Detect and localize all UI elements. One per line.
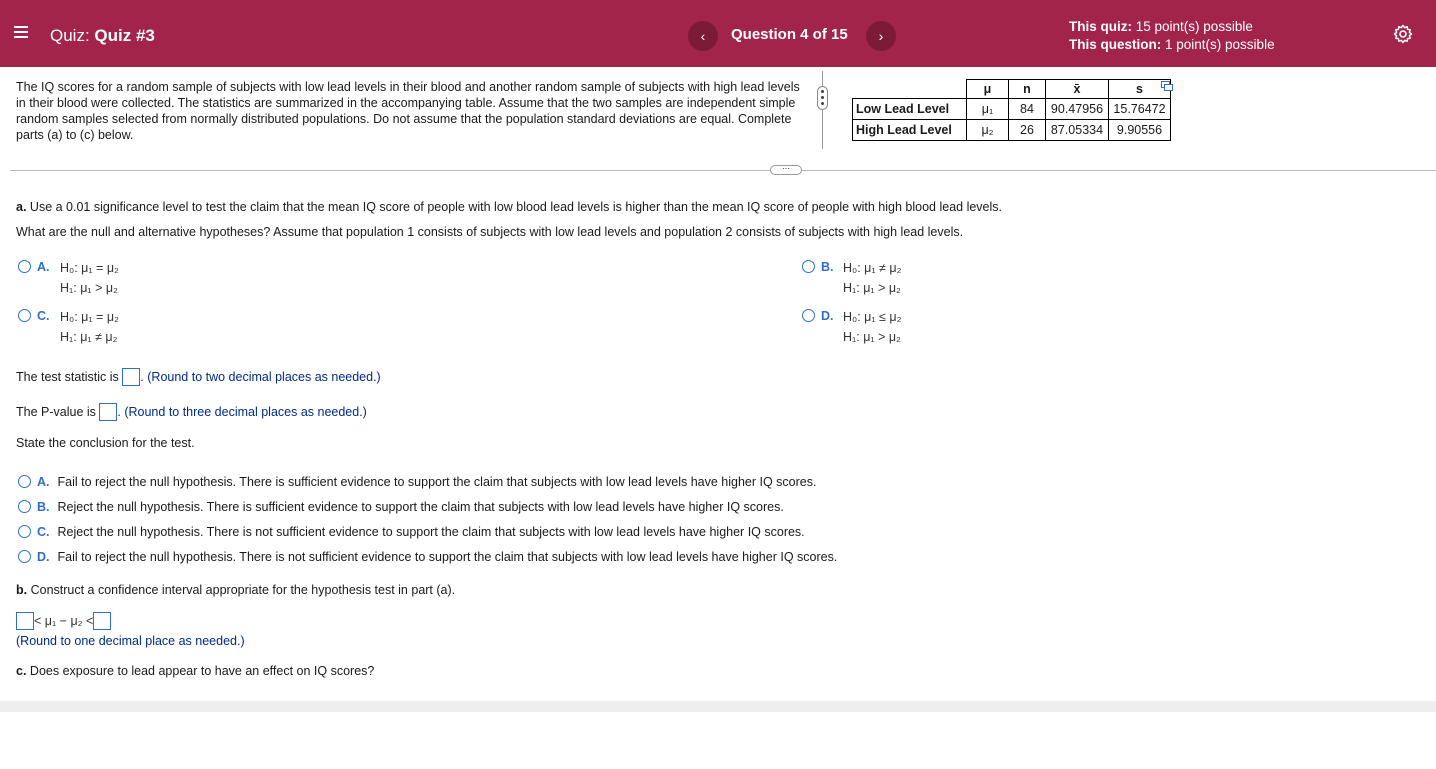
conclusion-text: Fail to reject the null hypothesis. There is not sufficient evidence to support the claim that subjects with low lead levels have higher IQ scores. xyxy=(57,550,838,564)
gear-icon[interactable] xyxy=(1393,24,1413,44)
horizontal-divider xyxy=(10,170,1436,171)
previous-question-button[interactable] xyxy=(688,21,718,51)
ci-upper-input[interactable] xyxy=(93,612,111,630)
next-question-button[interactable] xyxy=(866,21,896,51)
conclusion-text: Reject the null hypothesis. There is sufficient evidence to support the claim that subjects with low lead levels have higher IQ scores. xyxy=(57,500,784,514)
conclusion-text: Fail to reject the null hypothesis. There is sufficient evidence to support the claim that subjects with low lead levels have higher IQ scores. xyxy=(57,475,817,489)
part-b-hint: (Round to one decimal place as needed.) xyxy=(16,634,245,648)
hypothesis-option-d[interactable] xyxy=(802,309,842,323)
conclusion-text: Reject the null hypothesis. There is not sufficient evidence to support the claim that subjects with low lead levels have higher IQ scores. xyxy=(57,525,805,539)
menu-icon[interactable] xyxy=(14,26,28,40)
this-question-label: This question: xyxy=(1069,37,1162,52)
null-hypothesis: H₀: μ₁ = μ₂ xyxy=(60,310,119,324)
test-statistic-label: The test statistic is xyxy=(16,370,119,384)
alternative-hypothesis: H₁: μ₁ > μ₂ xyxy=(843,281,901,295)
option-letter: B. xyxy=(37,500,50,514)
part-b-prefix: b. xyxy=(16,583,28,597)
pvalue-input[interactable] xyxy=(99,403,117,421)
part-c-text: Does exposure to lead appear to have an effect on IQ scores? xyxy=(29,664,375,678)
conclusion-option-d[interactable] xyxy=(18,550,837,564)
part-a-question: What are the null and alternative hypotheses? Assume that population 1 consists of subjects with low lead levels and population 2 consists of subjects with high lead levels. xyxy=(16,225,964,239)
chevron-right-icon: › xyxy=(878,28,884,44)
table-header-row xyxy=(853,80,1171,99)
this-question-value: 1 point(s) possible xyxy=(1165,37,1275,52)
part-b-question xyxy=(16,583,455,597)
radio-button[interactable] xyxy=(802,309,815,322)
part-c-question xyxy=(16,664,374,678)
part-c-prefix: c. xyxy=(16,664,27,678)
hypothesis-option-c[interactable] xyxy=(18,309,58,323)
confidence-interval-line xyxy=(16,612,111,630)
radio-button[interactable] xyxy=(18,500,31,513)
copy-table-icon[interactable] xyxy=(1161,81,1173,91)
alternative-hypothesis: H₁: μ₁ > μ₂ xyxy=(60,281,118,295)
pvalue-line: The P-value is . (Round to three decimal places as needed.) xyxy=(16,405,367,419)
table-header-cell: x̄ xyxy=(1046,80,1109,99)
test-statistic-line: The test statistic is . (Round to two decimal places as needed.) xyxy=(16,370,381,384)
option-letter: A. xyxy=(37,260,50,274)
vertical-divider xyxy=(822,71,823,149)
null-hypothesis: H₀: μ₁ ≤ μ₂ xyxy=(843,310,902,324)
stats-table xyxy=(852,79,1171,141)
hypothesis-option-b[interactable] xyxy=(802,260,842,274)
test-statistic-input[interactable] xyxy=(122,368,140,386)
test-statistic-hint: (Round to two decimal places as needed.) xyxy=(147,370,381,384)
radio-button[interactable] xyxy=(18,550,31,563)
option-letter: C. xyxy=(37,525,50,539)
ci-lower-input[interactable] xyxy=(16,612,34,630)
radio-button[interactable] xyxy=(18,525,31,538)
part-a-claim-text: Use a 0.01 significance level to test the claim that the mean IQ score of people with low blood lead levels is higher than the mean IQ score of people with high blood lead levels. xyxy=(29,200,1003,214)
option-letter: D. xyxy=(821,309,834,323)
pvalue-hint: (Round to three decimal places as needed.) xyxy=(124,405,367,419)
expand-handle[interactable]: ⋯ xyxy=(770,165,802,175)
conclusion-option-a[interactable] xyxy=(18,475,816,489)
ci-expression: < μ₁ − μ₂ < xyxy=(34,614,94,628)
row-label: High Lead Level xyxy=(853,120,967,141)
alternative-hypothesis: H₁: μ₁ ≠ μ₂ xyxy=(60,330,118,344)
table-header-cell: μ xyxy=(967,80,1009,99)
vertical-resize-handle[interactable] xyxy=(817,86,828,110)
row-xbar: 90.47956 xyxy=(1046,99,1109,120)
bottom-bar xyxy=(0,701,1436,712)
quiz-prefix: Quiz: xyxy=(50,26,90,45)
part-a-claim xyxy=(16,200,1002,214)
alternative-hypothesis: H₁: μ₁ > μ₂ xyxy=(843,330,901,344)
hypothesis-a-text xyxy=(60,258,119,298)
conclusion-option-c[interactable] xyxy=(18,525,805,539)
this-quiz-value: 15 point(s) possible xyxy=(1135,19,1253,34)
radio-button[interactable] xyxy=(18,260,31,273)
option-letter: C. xyxy=(37,309,50,323)
row-mu: μ₁ xyxy=(967,99,1009,120)
part-a-prefix: a. xyxy=(16,200,27,214)
table-row xyxy=(853,99,1171,120)
radio-button[interactable] xyxy=(18,475,31,488)
hypothesis-b-text xyxy=(843,258,901,298)
row-xbar: 87.05334 xyxy=(1046,120,1109,141)
question-counter[interactable]: Question 4 of 15 xyxy=(731,26,848,43)
row-n: 26 xyxy=(1009,120,1046,141)
null-hypothesis: H₀: μ₁ ≠ μ₂ xyxy=(843,261,902,275)
problem-statement: The IQ scores for a random sample of subjects with low lead levels in their blood and another random sample of subjects with high lead levels in their blood were collected. The statistics are summarized in the accompanying table. Assume that the two samples are independent simple random samples selected from normally distributed populations. Do not assume that the population standard deviations are equal. Complete parts (a) to (c) below. xyxy=(16,80,800,142)
quiz-name: Quiz #3 xyxy=(94,26,155,45)
table-header-cell: s xyxy=(1109,80,1171,99)
pvalue-label: The P-value is xyxy=(16,405,96,419)
row-s: 15.76472 xyxy=(1109,99,1171,120)
row-n: 84 xyxy=(1009,99,1046,120)
radio-button[interactable] xyxy=(802,260,815,273)
hypothesis-d-text xyxy=(843,307,901,347)
option-letter: A. xyxy=(37,475,50,489)
table-row xyxy=(853,120,1171,141)
table-header-cell: n xyxy=(1009,80,1046,99)
part-b-text: Construct a confidence interval appropriate for the hypothesis test in part (a). xyxy=(30,583,456,597)
option-letter: B. xyxy=(821,260,834,274)
row-label: Low Lead Level xyxy=(853,99,967,120)
chevron-left-icon: ‹ xyxy=(700,28,706,44)
points-info xyxy=(1069,18,1275,54)
quiz-title xyxy=(50,26,155,46)
conclusion-prompt: State the conclusion for the test. xyxy=(16,436,195,450)
row-s: 9.90556 xyxy=(1109,120,1171,141)
row-mu: μ₂ xyxy=(967,120,1009,141)
this-quiz-label: This quiz: xyxy=(1069,19,1132,34)
radio-button[interactable] xyxy=(18,309,31,322)
quiz-header xyxy=(0,0,1436,67)
hypothesis-c-text xyxy=(60,307,119,347)
table-header-cell xyxy=(853,80,967,99)
null-hypothesis: H₀: μ₁ = μ₂ xyxy=(60,261,119,275)
hypothesis-option-a[interactable] xyxy=(18,260,58,274)
option-letter: D. xyxy=(37,550,50,564)
conclusion-option-b[interactable] xyxy=(18,500,784,514)
